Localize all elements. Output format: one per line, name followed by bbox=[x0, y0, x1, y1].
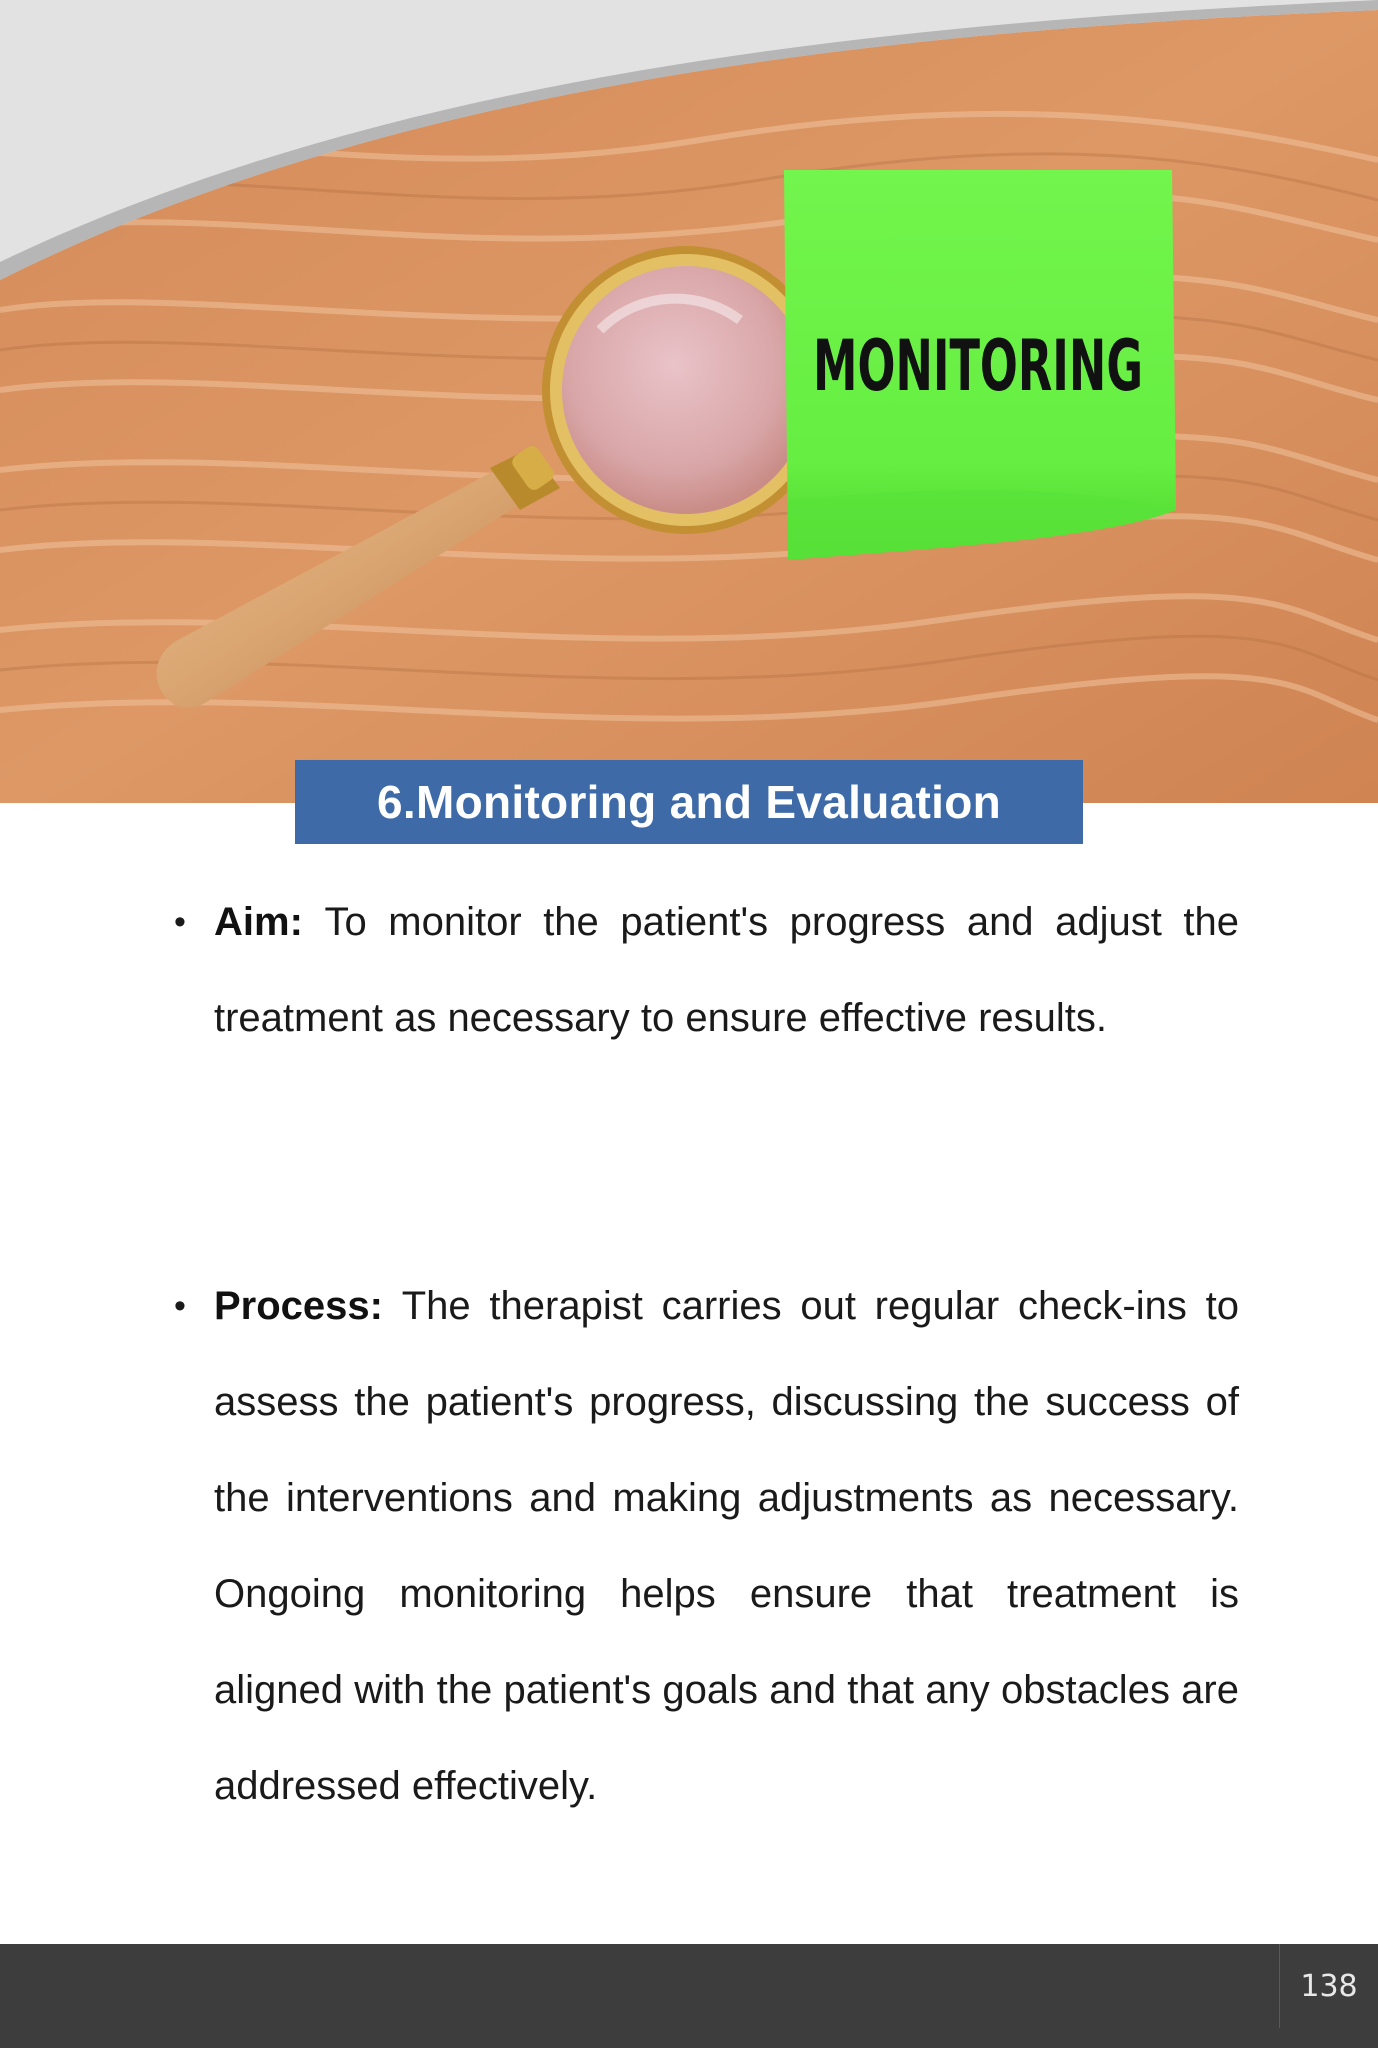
bullet-label: Aim: bbox=[214, 900, 325, 944]
section-heading bbox=[295, 760, 1083, 844]
bullet-dot-icon: • bbox=[174, 1287, 186, 1325]
hero-image bbox=[0, 0, 1378, 803]
bullet-aim bbox=[174, 874, 1240, 1066]
bullet-process bbox=[174, 1258, 1239, 1834]
page-number: 138 bbox=[1300, 1968, 1358, 2004]
bullet-label: Process: bbox=[214, 1284, 402, 1328]
sticky-note-text: MONITORING bbox=[813, 325, 1143, 407]
bullet-text: To monitor the patient's progress and adjust the treatment as necessary to ensure effective results. bbox=[214, 900, 1240, 1040]
page-number-box bbox=[1279, 1944, 1378, 2028]
sticky-note bbox=[784, 170, 1176, 560]
section-title: 6.Monitoring and Evaluation bbox=[376, 776, 1001, 828]
page-footer bbox=[0, 1944, 1378, 2048]
bullet-text: The therapist carries out regular check-ins to assess the patient's progress, discussing the success of the interventions and making adjustments as necessary. Ongoing monitoring helps ensure that treatment is aligned with the patient's goals and that any obstacles are addressed effectively. bbox=[214, 1284, 1239, 1808]
bullet-dot-icon: • bbox=[174, 903, 186, 941]
